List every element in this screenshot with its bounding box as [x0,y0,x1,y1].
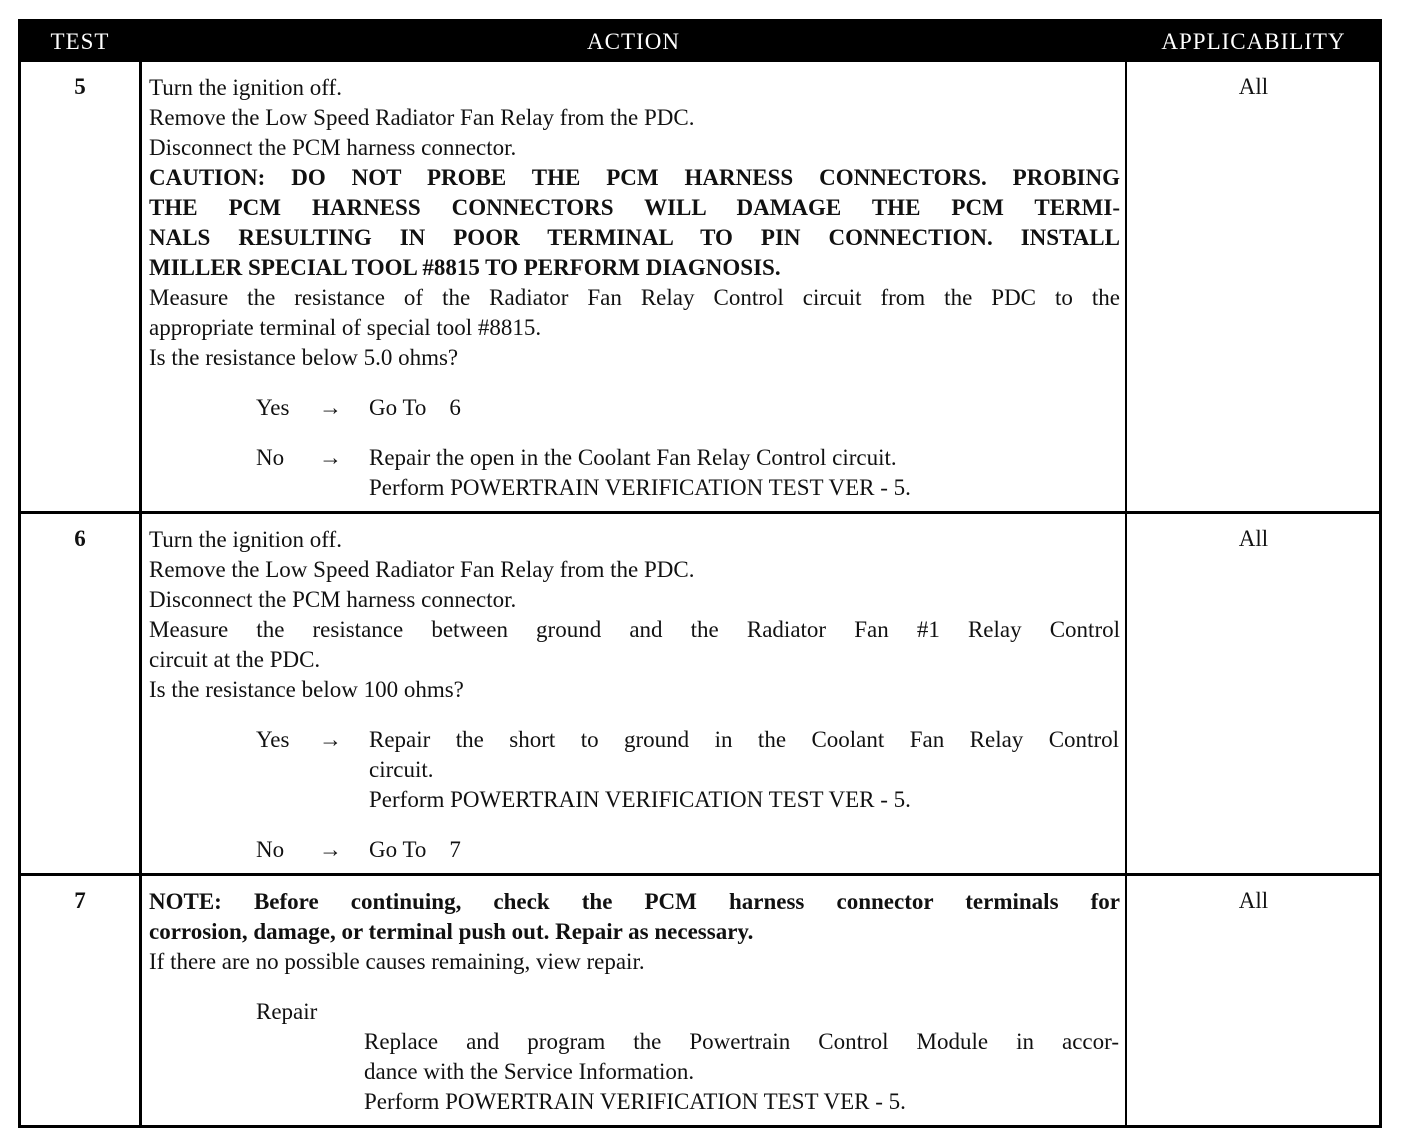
caution-line: MILLER SPECIAL TOOL #8815 TO PERFORM DIAGNOSIS. [149,255,781,280]
no-label: No [256,445,285,470]
table-row [21,62,1379,514]
yes-result: circuit. [369,757,434,782]
yes-option [149,725,1120,755]
test-number: 6 [74,526,86,551]
action-line: Turn the ignition off. [149,75,342,100]
no-result: Perform POWERTRAIN VERIFICATION TEST VER - 5. [369,475,911,500]
repair-line: Replace and program the Powertrain Control Module in accor- [364,1029,1119,1054]
header-applicability: APPLICABILITY [1161,29,1346,54]
diagnostic-table [18,19,1382,1128]
applicability-value: All [1238,526,1269,551]
yes-label: Yes [256,395,290,420]
caution-line: CAUTION: DO NOT PROBE THE PCM HARNESS CONNECTORS. PROBING [149,165,1120,190]
action-cell [149,887,1120,1117]
header-test: TEST [50,29,110,54]
repair-line: Perform POWERTRAIN VERIFICATION TEST VER - 5. [364,1089,906,1114]
arrow-right-icon: → [319,727,342,752]
yes-label: Yes [256,727,290,752]
no-label: No [256,837,285,862]
action-line: circuit at the PDC. [149,647,321,672]
action-line: appropriate terminal of special tool #8815. [149,315,542,340]
test-number: 7 [74,888,86,913]
action-line: Turn the ignition off. [149,527,342,552]
action-line: Disconnect the PCM harness connector. [149,135,517,160]
no-result: Repair the open in the Coolant Fan Relay Control circuit. [369,445,897,470]
yes-option [149,393,1120,423]
action-cell [149,73,1120,503]
no-option [149,443,1120,473]
repair-line: dance with the Service Information. [364,1059,695,1084]
action-line: Remove the Low Speed Radiator Fan Relay from the PDC. [149,105,695,130]
action-line: If there are no possible causes remaining, view repair. [149,949,645,974]
arrow-right-icon: → [319,395,342,420]
caution-line: THE PCM HARNESS CONNECTORS WILL DAMAGE THE PCM TERMI- [149,195,1120,220]
question-line: Is the resistance below 100 ohms? [149,677,464,702]
action-cell [149,525,1120,865]
yes-result: Go To 6 [369,395,461,420]
arrow-right-icon: → [319,837,342,862]
no-result: Go To 7 [369,837,461,862]
header-action: ACTION [587,29,680,54]
action-line: Measure the resistance of the Radiator Fan Relay Control circuit from the PDC to the [149,285,1120,310]
table-row [21,876,1379,1128]
action-line: Remove the Low Speed Radiator Fan Relay from the PDC. [149,557,695,582]
yes-result: Perform POWERTRAIN VERIFICATION TEST VER - 5. [369,787,911,812]
applicability-value: All [1238,888,1269,913]
arrow-right-icon: → [319,445,342,470]
no-option [149,835,1120,865]
caution-line: NALS RESULTING IN POOR TERMINAL TO PIN CONNECTION. INSTALL [149,225,1120,250]
applicability-value: All [1238,74,1269,99]
table-header [21,22,1379,62]
note-line: NOTE: Before continuing, check the PCM harness connector terminals for [149,889,1120,914]
action-line: Disconnect the PCM harness connector. [149,587,517,612]
yes-result: Repair the short to ground in the Coolant Fan Relay Control [369,727,1119,752]
test-number: 5 [74,74,86,99]
repair-label: Repair [256,999,318,1024]
question-line: Is the resistance below 5.0 ohms? [149,345,459,370]
table-row [21,514,1379,876]
note-line: corrosion, damage, or terminal push out. Repair as necessary. [149,919,754,944]
action-line: Measure the resistance between ground and the Radiator Fan #1 Relay Control [149,617,1120,642]
